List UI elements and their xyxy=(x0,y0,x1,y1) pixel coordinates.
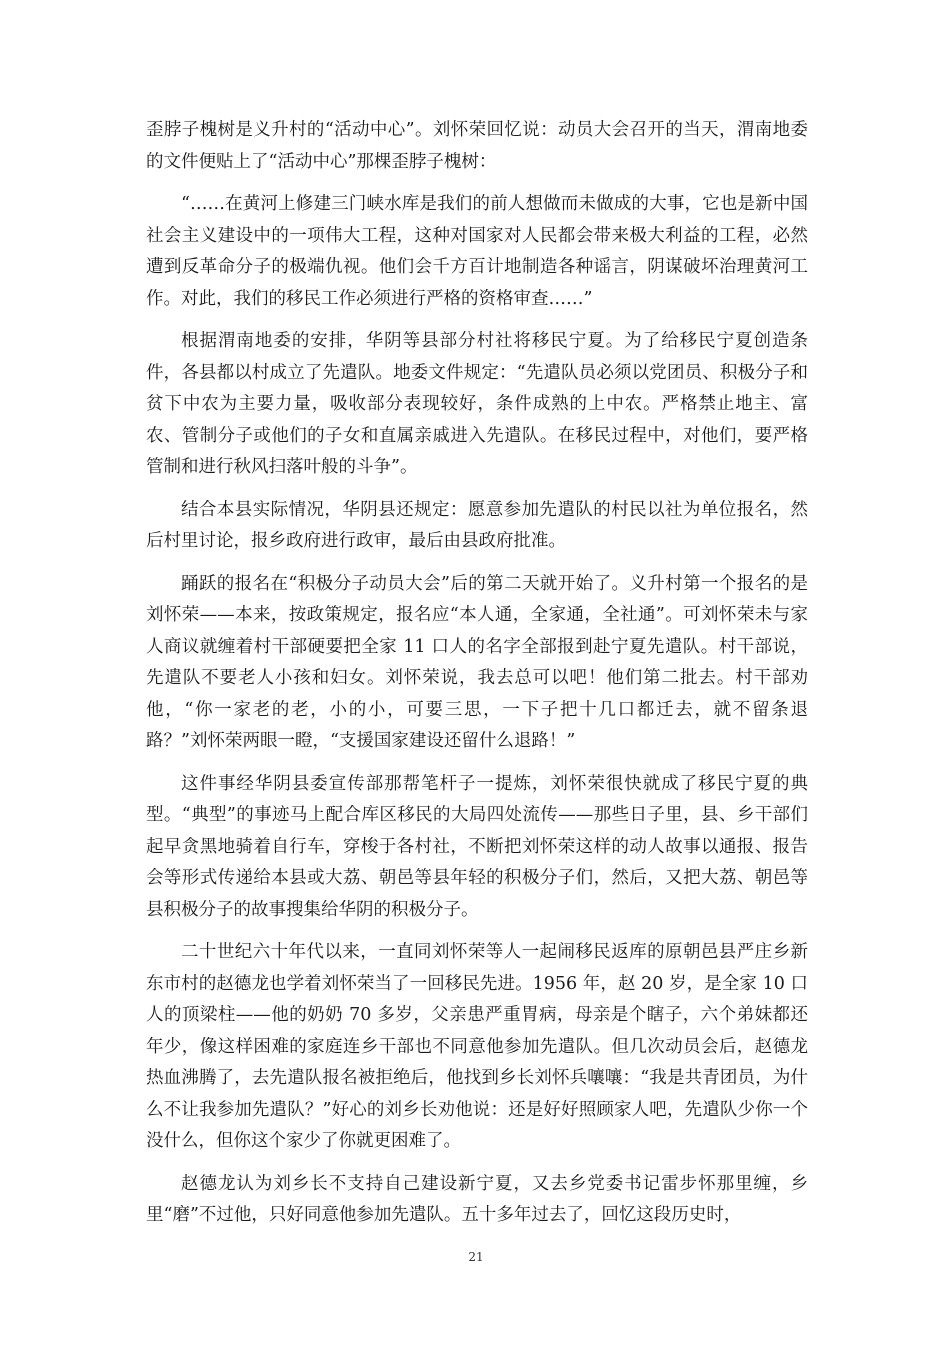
paragraph-2-quote: “……在黄河上修建三门峡水库是我们的前人想做而未做成的大事，它也是新中国社会主义建设中的一项伟大工程，这种对国家对人民都会带来极大利益的工程，必然遭到反革命分子的极端仇视。他们会千方百计地制造各种谣言，阴谋破坏治理黄河工作。对此，我们的移民工作必须进行严格的资格审查……” xyxy=(146,194,808,309)
paragraph-1: 歪脖子槐树是义升村的“活动中心”。刘怀荣回忆说：动员大会召开的当天，渭南地委的文件便贴上了“活动中心”那棵歪脖子槐树： xyxy=(146,120,808,172)
paragraph-7: 二十世纪六十年代以来，一直同刘怀荣等人一起闹移民返库的原朝邑县严庄乡新东市村的赵德龙也学着刘怀荣当了一回移民先进。1956 年，赵 20 岁，是全家 10 口人的顶梁柱——他的奶奶 70 多岁，父亲患严重胃病，母亲是个瞎子，六个弟妹都还年少，像这样困难的家庭连乡干部也不同意他参加先遣队。但几次动员会后，赵德龙热血沸腾了，去先遣队报名被拒绝后，他找到乡长刘怀兵嚷嚷：“我是共青团员，为什么不让我参加先遣队？”好心的刘乡长劝他说：还是好好照顾家人吧，先遣队少你一个没什么，但你这个家少了你就更困难了。 xyxy=(146,942,808,1151)
paragraph-4: 结合本县实际情况，华阴县还规定：愿意参加先遣队的村民以社为单位报名，然后村里讨论，报乡政府进行政审，最后由县政府批准。 xyxy=(146,499,808,551)
paragraph-8: 赵德龙认为刘乡长不支持自己建设新宁夏，又去乡党委书记雷步怀那里缠，乡里“磨”不过他，只好同意他参加先遣队。五十多年过去了，回忆这段历史时， xyxy=(146,1173,808,1225)
paragraph-3: 根据渭南地委的安排，华阴等县部分村社将移民宁夏。为了给移民宁夏创造条件，各县都以村成立了先遣队。地委文件规定：“先遣队员必须以党团员、积极分子和贫下中农为主要力量，吸收部分表现较好，条件成熟的上中农。严格禁止地主、富农、管制分子或他们的子女和直属亲戚进入先遣队。在移民过程中，对他们，要严格管制和进行秋风扫落叶般的斗争”。 xyxy=(146,331,808,477)
body-text xyxy=(146,115,808,1243)
paragraph-5: 踊跃的报名在“积极分子动员大会”后的第二天就开始了。义升村第一个报名的是刘怀荣——本来，按政策规定，报名应“本人通，全家通，全社通”。可刘怀荣未与家人商议就缠着村干部硬要把全家 11 口人的名字全部报到赴宁夏先遣队。村干部说，先遣队不要老人小孩和妇女。刘怀荣说，我去总可以吧！他们第二批去。村干部劝他，“你一家老的老，小的小，可要三思，一下子把十几口都迁去，就不留条退路？”刘怀荣两眼一瞪，“支援国家建设还留什么退路！” xyxy=(146,573,808,751)
page-number: 21 xyxy=(468,1250,484,1264)
paragraph-6: 这件事经华阴县委宣传部那帮笔杆子一提炼，刘怀荣很快就成了移民宁夏的典型。“典型”的事迹马上配合库区移民的大局四处流传——那些日子里，县、乡干部们起早贪黑地骑着自行车，穿梭于各村社，不断把刘怀荣这样的动人故事以通报、报告会等形式传递给本县或大荔、朝邑等县年轻的积极分子们，然后，又把大荔、朝邑等县积极分子的故事搜集给华阴的积极分子。 xyxy=(146,773,808,920)
